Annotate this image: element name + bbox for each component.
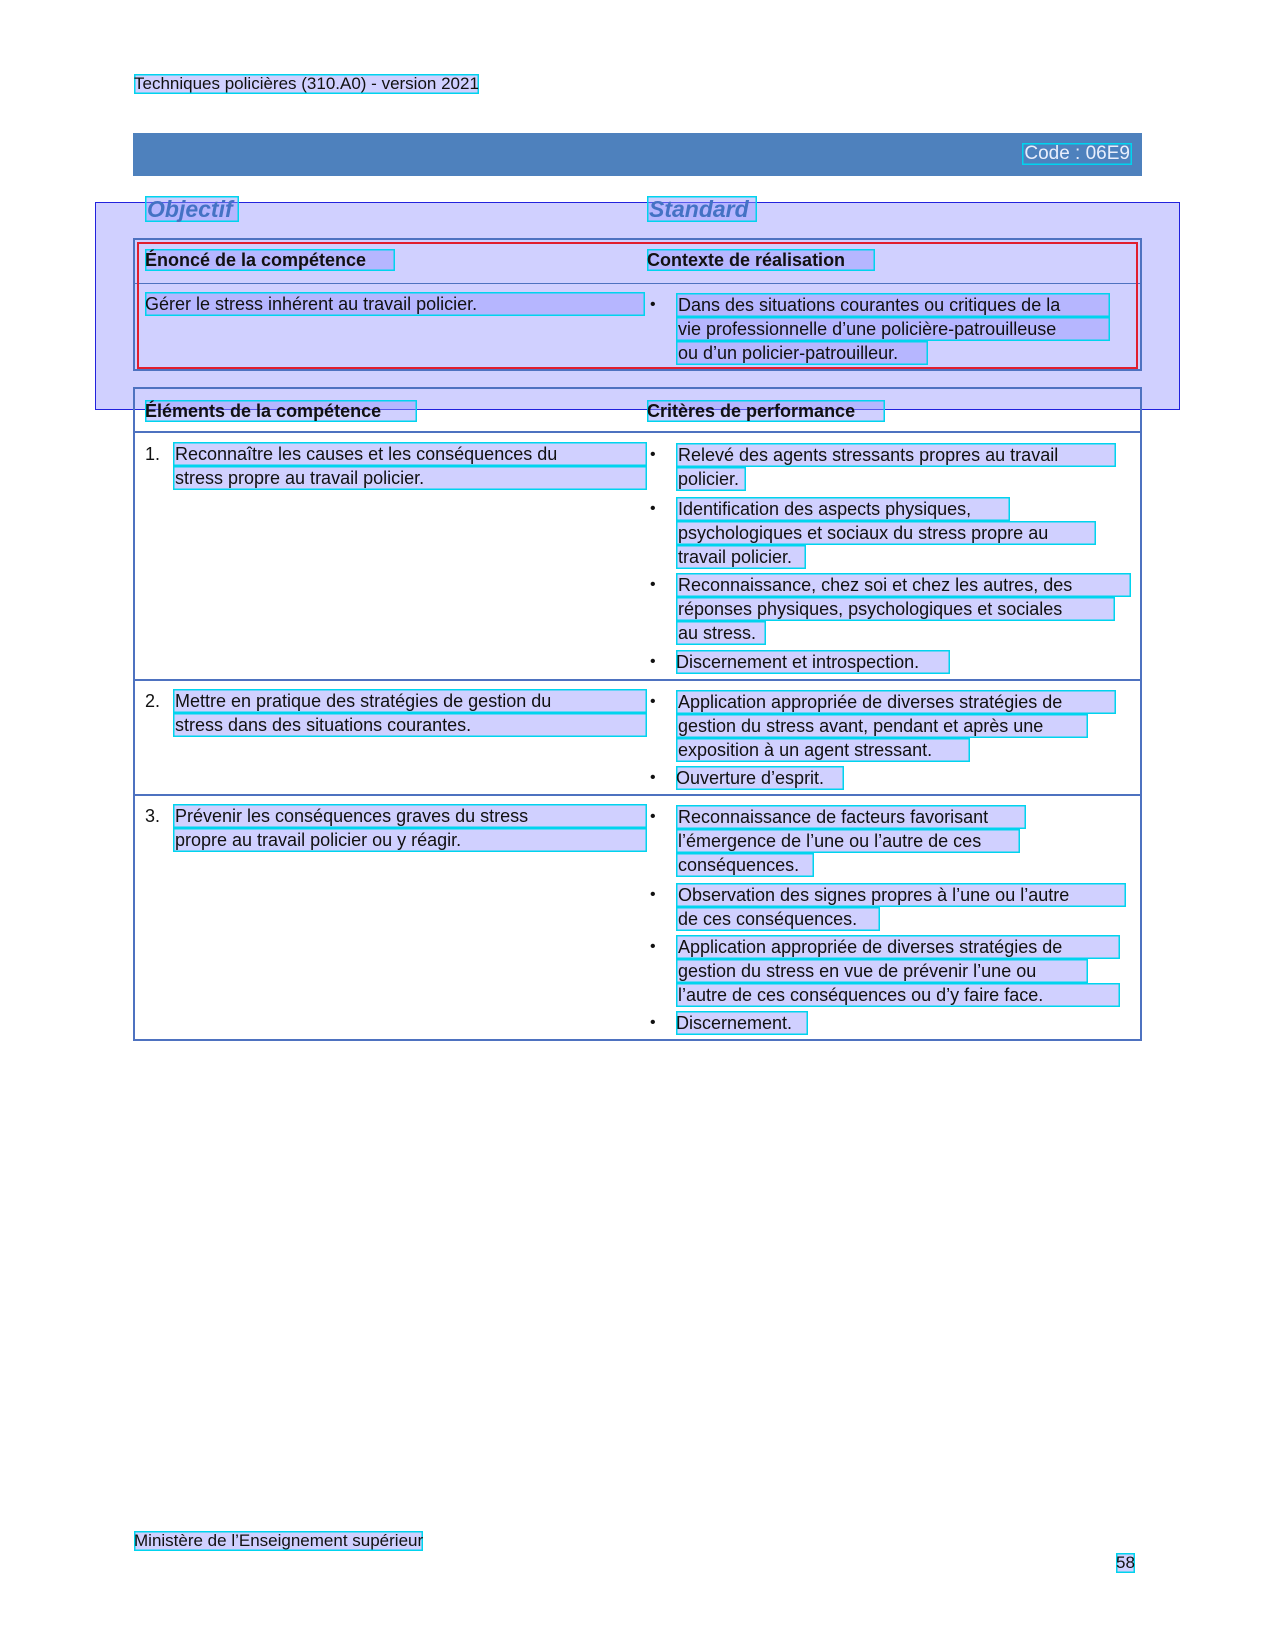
- criteria-header: Critères de performance: [647, 400, 885, 422]
- bullet-icon: •: [650, 653, 656, 670]
- code-bar: [133, 133, 1142, 176]
- bullet-icon: •: [650, 886, 656, 903]
- document-header: Techniques policières (310.A0) - version 2021: [134, 74, 479, 93]
- competency-code: Code : 06E9: [1024, 143, 1130, 164]
- bullet-icon: •: [650, 693, 656, 710]
- footer-ministry: Ministère de l’Enseignement supérieur: [134, 1531, 424, 1550]
- row-divider: [135, 794, 1140, 796]
- element-text: Prévenir les conséquences graves du stress propre au travail policier ou y réagir.: [173, 804, 647, 852]
- criterion: Relevé des agents stressants propres au travail policier.: [676, 443, 1116, 491]
- criterion: Application appropriée de diverses stratégies de gestion du stress avant, pendant et après une exposition à un agent stressant.: [676, 690, 1116, 762]
- criterion: Application appropriée de diverses stratégies de gestion du stress en vue de prévenir l’une ou l’autre de ces conséquences ou d’y faire face.: [676, 935, 1120, 1007]
- bullet-icon: •: [650, 296, 656, 313]
- competency-statement: Gérer le stress inhérent au travail policier.: [145, 292, 645, 316]
- context-header: Contexte de réalisation: [647, 249, 875, 271]
- criterion: Reconnaissance, chez soi et chez les autres, des réponses physiques, psychologiques et sociales au stress.: [676, 573, 1131, 645]
- bullet-icon: •: [650, 576, 656, 593]
- bullet-icon: •: [650, 500, 656, 517]
- row-divider: [135, 679, 1140, 681]
- objective-heading: Objectif: [145, 196, 239, 222]
- page-number: 58: [1116, 1553, 1135, 1572]
- element-number: 3.: [145, 806, 161, 826]
- element-text: Reconnaître les causes et les conséquences du stress propre au travail policier.: [173, 442, 647, 490]
- element-text: Mettre en pratique des stratégies de gestion du stress dans des situations courantes.: [173, 689, 647, 737]
- statement-header: Énoncé de la compétence: [145, 249, 395, 271]
- standard-heading: Standard: [647, 196, 757, 222]
- element-number: 2.: [145, 691, 161, 711]
- bullet-icon: •: [650, 1014, 656, 1031]
- criterion: Observation des signes propres à l’une ou l’autre de ces conséquences.: [676, 883, 1126, 931]
- bullet-icon: •: [650, 808, 656, 825]
- context-text: Dans des situations courantes ou critiques de la vie professionnelle d’une policière-patrouilleuse ou d’un policier-patrouilleur.: [676, 293, 1110, 365]
- criterion: Identification des aspects physiques, psychologiques et sociaux du stress propre au travail policier.: [676, 497, 1096, 569]
- element-number: 1.: [145, 444, 161, 464]
- criterion: Reconnaissance de facteurs favorisant l’émergence de l’une ou l’autre de ces conséquences.: [676, 805, 1026, 877]
- criterion: Discernement et introspection.: [676, 650, 950, 674]
- bullet-icon: •: [650, 769, 656, 786]
- bullet-icon: •: [650, 446, 656, 463]
- header-divider: [135, 431, 1140, 433]
- criterion: Discernement.: [676, 1011, 808, 1035]
- bullet-icon: •: [650, 938, 656, 955]
- elements-header: Éléments de la compétence: [145, 400, 417, 422]
- criterion: Ouverture d’esprit.: [676, 766, 844, 790]
